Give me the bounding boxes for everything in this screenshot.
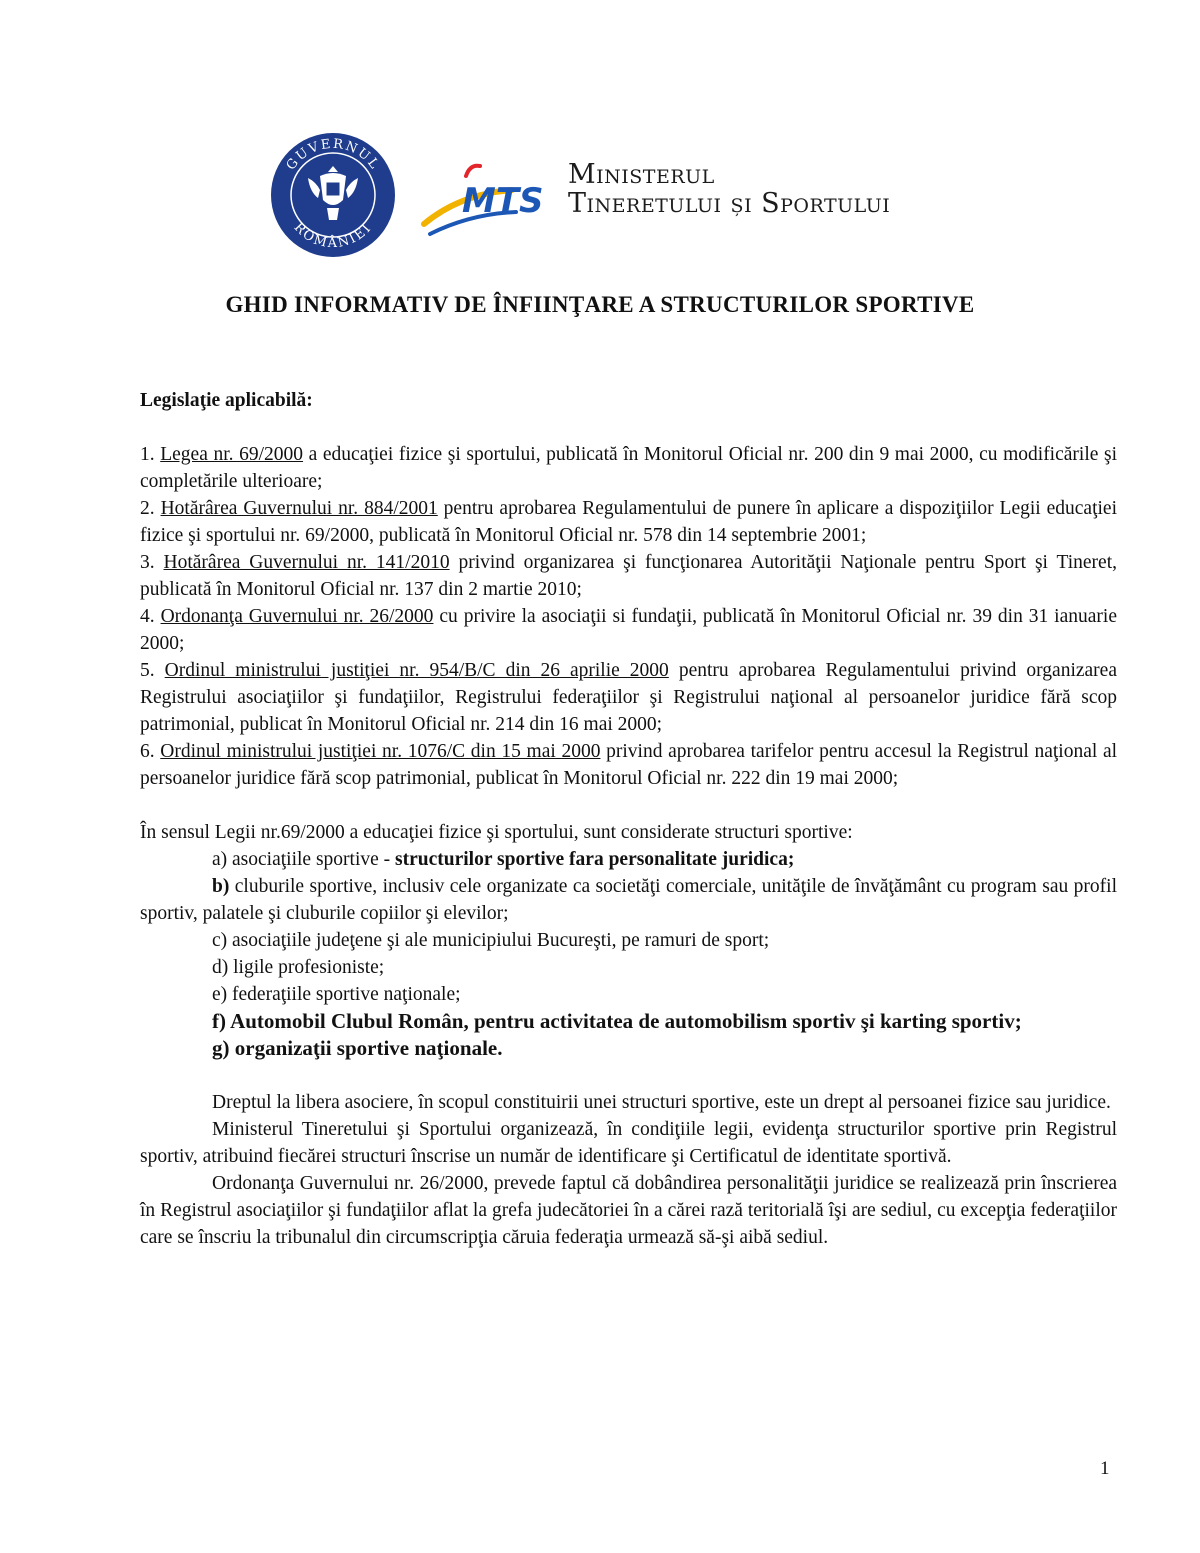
structure-item-d: d) ligile profesioniste;	[212, 957, 385, 978]
paragraph-legal-personality: Ordonanţa Guvernului nr. 26/2000, prevede faptul că dobândirea personalităţii juridice se realizează prin înscrierea în Registrul asociaţiilor şi fundaţiilor aflat la grefa judecătoriei în a cărei rază teritorială îşi are sediul, cu excepţia federaţiilor care se înscriu la tribunalul din circumscripţia căruia federaţia urmează să-şi aibă sediul.	[140, 1173, 1117, 1248]
law-item-1: 1. Legea nr. 69/2000 a educaţiei fizice şi sportului, publicată în Monitorul Oficial nr. 200 din 9 mai 2000, cu modificările şi completările ulterioare;	[140, 444, 1118, 492]
ministry-name-line1: Ministerul	[568, 159, 715, 190]
law-reference: Ordonanţa Guvernului nr. 26/2000	[160, 606, 434, 627]
law-item-4: 4. Ordonanţa Guvernului nr. 26/2000 cu privire la asociaţii si fundaţii, publicată în Monitorul Oficial nr. 39 din 31 ianuarie 2000;	[140, 606, 1117, 654]
law-item-6: 6. Ordinul ministrului justiţiei nr. 1076/C din 15 mai 2000 privind aprobarea tarifelor pentru accesul la Registrul naţional al persoanelor juridice fără scop patrimonial, publicat în Monitorul Oficial nr. 222 din 19 mai 2000;	[140, 741, 1118, 789]
ministry-name	[568, 160, 890, 218]
svg-text:ROMÂNIEI: ROMÂNIEI	[290, 220, 376, 252]
structures-intro: În sensul Legii nr.69/2000 a educaţiei fizice şi sportului, sunt considerate structuri sportive:	[140, 822, 853, 843]
structure-item-a: a) asociaţiile sportive - structurilor sportive fara personalitate juridica;	[212, 849, 795, 870]
structure-item-f: f) Automobil Clubul Român, pentru activitatea de automobilism sportiv şi karting sportiv;	[212, 1009, 1022, 1033]
law-reference: Ordinul ministrului justiţiei nr. 1076/C din 15 mai 2000	[160, 741, 601, 762]
law-item-5: 5. Ordinul ministrului justiţiei nr. 954/B/C din 26 aprilie 2000 pentru aprobarea Regulamentului privind organizarea Registrului asociaţiilor şi fundaţiilor, Registrului federaţiilor şi Registrului naţional al persoanelor juridice fără scop patrimonial, publicat în Monitorul Oficial nr. 214 din 16 mai 2000;	[140, 660, 1117, 735]
ministry-name-line2: Tineretului și Sportului	[568, 188, 891, 219]
structure-item-b: b) cluburile sportive, inclusiv cele organizate ca societăţi comerciale, unităţile de învăţământ cu program sau profil sportiv, palatele şi cluburile copiilor şi elevilor;	[140, 876, 1117, 924]
law-item-2: 2. Hotărârea Guvernului nr. 884/2001 pentru aprobarea Regulamentului de punere în aplicare a dispoziţiilor Legii educaţiei fizice şi sportului nr. 69/2000, publicată în Monitorul Oficial nr. 578 din 14 septembrie 2001;	[140, 498, 1118, 546]
paragraph-free-association: Dreptul la libera asociere, în scopul constituirii unei structuri sportive, este un drept al persoanei fizice sau juridice.	[212, 1092, 1111, 1113]
paragraph-sports-registry: Ministerul Tineretului şi Sportului organizează, în condiţiile legii, evidenţa structurilor sportive prin Registrul sportiv, atribuind fiecărei structuri înscrise un număr de identificare şi Certificatul de identitate sportivă.	[140, 1119, 1117, 1167]
law-item-3: 3. Hotărârea Guvernului nr. 141/2010 privind organizarea şi funcţionarea Autorităţii Naţionale pentru Sport şi Tineret, publicată în Monitorul Oficial nr. 137 din 2 martie 2010;	[140, 552, 1117, 600]
document-header	[270, 132, 1000, 258]
structure-item-g: g) organizaţii sportive naţionale.	[212, 1036, 503, 1060]
law-reference: Hotărârea Guvernului nr. 884/2001	[160, 498, 438, 519]
structure-item-e: e) federaţiile sportive naţionale;	[212, 984, 461, 1005]
svg-text:GUVERNUL: GUVERNUL	[283, 136, 383, 174]
law-reference: Legea nr. 69/2000	[160, 444, 304, 465]
law-reference: Hotărârea Guvernului nr. 141/2010	[163, 552, 450, 573]
document-body	[140, 387, 1117, 1251]
svg-text:MTS: MTS	[462, 181, 544, 221]
law-reference: Ordinul ministrului justiţiei nr. 954/B/C din 26 aprilie 2000	[164, 660, 669, 681]
structure-item-c: c) asociaţiile judeţene şi ale municipiului Bucureşti, pe ramuri de sport;	[212, 930, 770, 951]
document-title: GHID INFORMATIV DE ÎNFIINŢARE A STRUCTURILOR SPORTIVE	[225, 292, 975, 317]
page-number: 1	[1100, 1458, 1110, 1479]
mts-logo	[420, 154, 550, 238]
legislation-heading: Legislaţie aplicabilă:	[140, 390, 313, 411]
government-seal-logo	[270, 132, 396, 258]
